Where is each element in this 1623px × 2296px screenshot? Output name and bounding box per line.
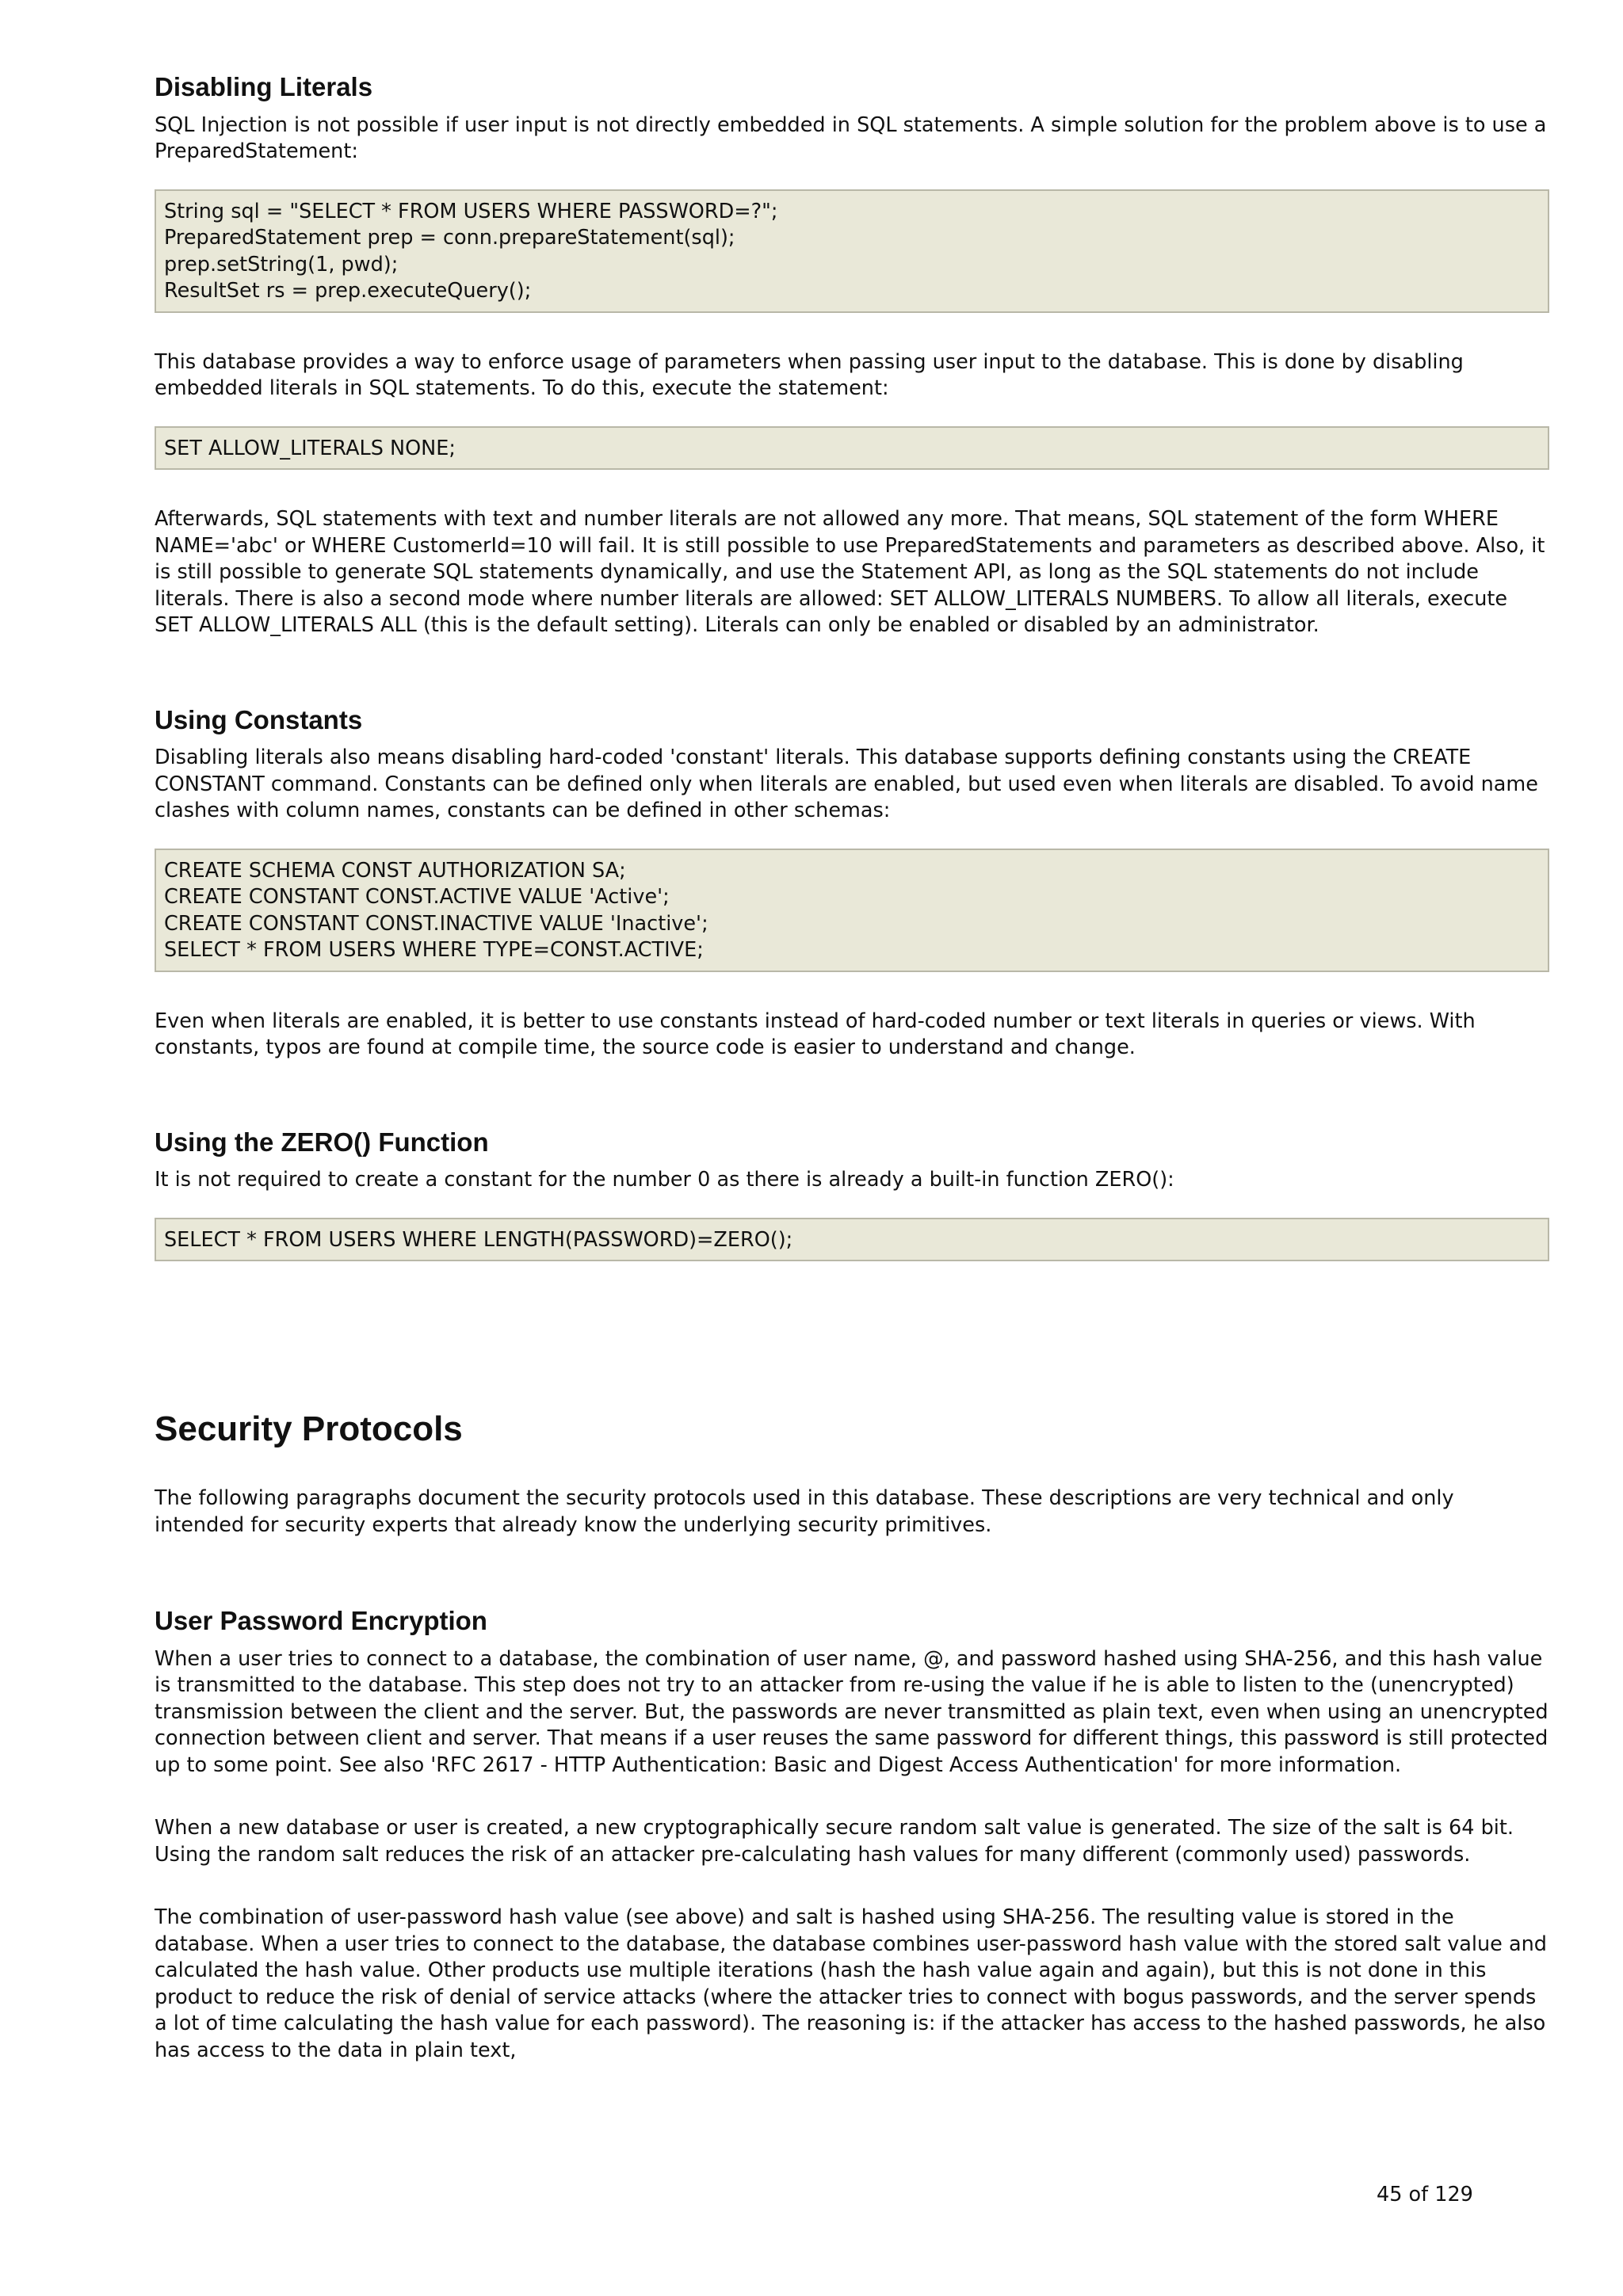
paragraph: When a user tries to connect to a database, the combination of user name, @, and password hashed using SHA-256, and this hash value is transmitted to the database. This step does not try to an attacker from re-using the value if he is able to listen to the (unencrypted) transmission between the client and the server. But, the passwords are never transmitted as plain text, even when using an unencrypted connection between client and server. That means if a user reuses the same password for different things, this password is still protected up to some point. See also 'RFC 2617 - HTTP Authentication: Basic and Digest Access Authentication' for more information.: [155, 1646, 1549, 1777]
chapter-heading-security-protocols: Security Protocols: [155, 1409, 463, 1449]
section-heading-disabling-literals: Disabling Literals: [155, 72, 373, 101]
code-line: PreparedStatement prep = conn.prepareStatement(sql);: [164, 226, 735, 250]
paragraph: The combination of user-password hash value (see above) and salt is hashed using SHA-256. The resulting value is stored in the database. When a user tries to connect to the database, the database combines user-password hash value with the stored salt value and calculated the hash value. Other products use multiple iterations (hash the hash value again and again), but this is not done in this product to reduce the risk of denial of service attacks (where the attacker tries to connect with bogus passwords, and the server spends a lot of time calculating the hash value for each password). The reasoning is: if the attacker has access to the hashed passwords, he also has access to the data in plain text,: [155, 1905, 1547, 2062]
document-page: [155, 71, 1549, 2083]
section-heading-zero-function: Using the ZERO() Function: [155, 1127, 489, 1157]
paragraph: Afterwards, SQL statements with text and number literals are not allowed any more. That means, SQL statement of the form WHERE NAME='abc' or WHERE CustomerId=10 will fail. It is still possible to use PreparedStatements and parameters as described above. Also, it is still possible to generate SQL statements dynamically, and use the Statement API, as long as the SQL statements do not include literals. There is also a second mode where number literals are allowed: SET ALLOW_LITERALS NUMBERS. To allow all literals, execute SET ALLOW_LITERALS ALL (this is the default setting). Literals can only be enabled or disabled by an administrator.: [155, 507, 1545, 638]
code-block: [155, 189, 1549, 313]
code-line: SET ALLOW_LITERALS NONE;: [164, 436, 456, 460]
page-number: 45 of 129: [1377, 2183, 1473, 2206]
paragraph: SQL Injection is not possible if user input is not directly embedded in SQL statements. A simple solution for the problem above is to use a PreparedStatement:: [155, 113, 1547, 164]
paragraph: Even when literals are enabled, it is better to use constants instead of hard-coded number or text literals in queries or views. With constants, typos are found at compile time, the source code is easier to understand and change.: [155, 1009, 1476, 1060]
code-line: CREATE SCHEMA CONST AUTHORIZATION SA;: [164, 858, 626, 883]
paragraph: The following paragraphs document the security protocols used in this database. These descriptions are very technical and only intended for security experts that already know the underlying security primitives.: [155, 1486, 1454, 1537]
section-heading-user-password-encryption: User Password Encryption: [155, 1606, 487, 1636]
paragraph: Disabling literals also means disabling hard-coded 'constant' literals. This database supports defining constants using the CREATE CONSTANT command. Constants can be defined only when literals are enabled, but used even when literals are disabled. To avoid name clashes with column names, constants can be defined in other schemas:: [155, 746, 1538, 823]
section-heading-using-constants: Using Constants: [155, 704, 363, 734]
code-block: [155, 426, 1549, 471]
code-block: [155, 849, 1549, 972]
code-line: CREATE CONSTANT CONST.INACTIVE VALUE 'Inactive';: [164, 911, 708, 936]
code-line: CREATE CONSTANT CONST.ACTIVE VALUE 'Active';: [164, 885, 670, 910]
code-line: ResultSet rs = prep.executeQuery();: [164, 279, 532, 303]
code-line: String sql = "SELECT * FROM USERS WHERE PASSWORD=?";: [164, 199, 778, 223]
code-line: SELECT * FROM USERS WHERE TYPE=CONST.ACTIVE;: [164, 938, 704, 963]
code-line: SELECT * FROM USERS WHERE LENGTH(PASSWORD)=ZERO();: [164, 1227, 793, 1252]
paragraph: This database provides a way to enforce usage of parameters when passing user input to the database. This is done by disabling embedded literals in SQL statements. To do this, execute the statement:: [155, 349, 1464, 401]
paragraph: It is not required to create a constant for the number 0 as there is already a built-in function ZERO():: [155, 1168, 1174, 1192]
code-block: [155, 1218, 1549, 1262]
code-line: prep.setString(1, pwd);: [164, 252, 399, 277]
paragraph: When a new database or user is created, a new cryptographically secure random salt value is generated. The size of the salt is 64 bit. Using the random salt reduces the risk of an attacker pre-calculating hash values for many different (commonly used) passwords.: [155, 1816, 1514, 1867]
